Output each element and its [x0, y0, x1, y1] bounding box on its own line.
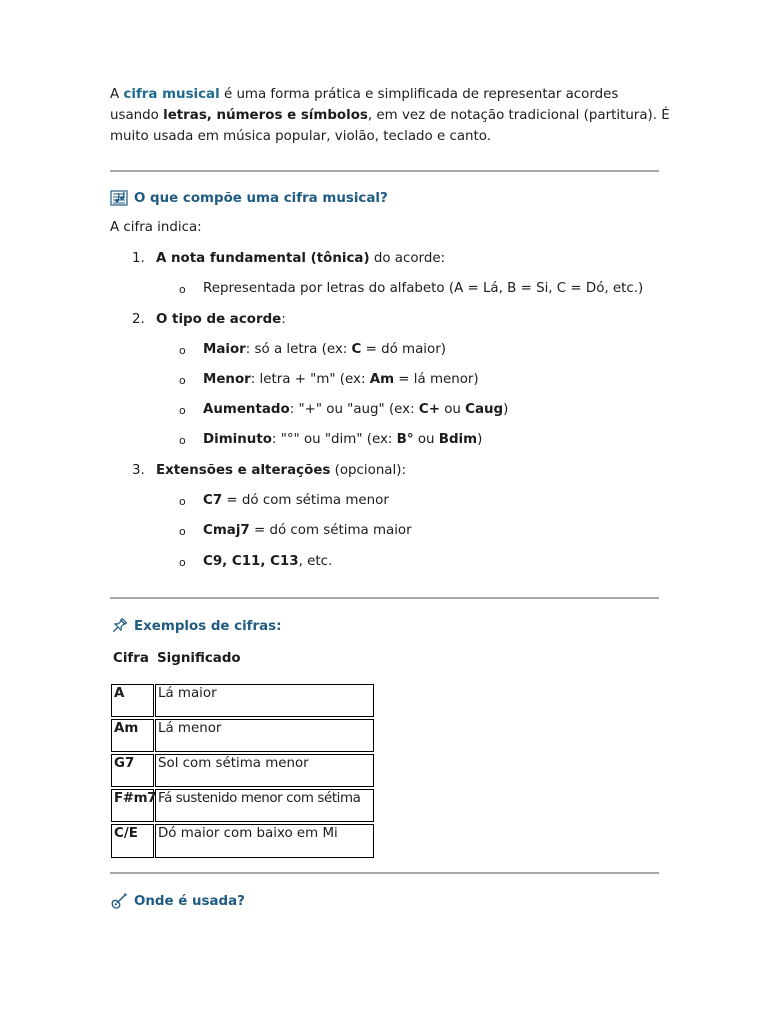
sub-bold: Caug — [465, 402, 504, 417]
sub-text: = dó com sétima menor — [222, 493, 389, 508]
sub-bold: C — [351, 342, 362, 357]
table-cell-significado: Lá maior — [155, 684, 374, 717]
sub-list-item — [179, 432, 482, 447]
intro-text: é uma forma prática e simplificada de representar acordes usando — [110, 87, 619, 123]
list-item — [132, 251, 445, 266]
sheet-music-icon — [110, 189, 128, 207]
item-text: (opcional): — [330, 463, 406, 478]
sub-bold: Menor — [203, 372, 251, 387]
sub-bold: C+ — [418, 402, 440, 417]
section-heading — [110, 189, 388, 207]
section-heading — [110, 617, 281, 635]
sub-text: : "°" ou "dim" (ex: — [271, 432, 397, 447]
intro-term: cifra musical — [123, 87, 220, 102]
bullet-icon: o — [179, 404, 186, 417]
item-number: 1. — [132, 251, 145, 266]
sub-text: : "+" ou "aug" (ex: — [289, 402, 419, 417]
table-cell-cifra: F#m7 — [111, 789, 154, 822]
sub-list-item — [179, 523, 412, 538]
sub-list-item — [179, 493, 389, 508]
bullet-icon: o — [179, 434, 186, 447]
table-cell-cifra: G7 — [111, 754, 154, 787]
sub-text: = dó maior) — [361, 342, 446, 357]
item-text: do acorde: — [369, 251, 446, 266]
sub-bold: Diminuto — [203, 432, 272, 447]
sub-bold: Aumentado — [203, 402, 290, 417]
sub-bold: Am — [369, 372, 395, 387]
bullet-icon: o — [179, 344, 186, 357]
sub-text: = dó com sétima maior — [249, 523, 412, 538]
bullet-icon: o — [179, 525, 186, 538]
item-number: 3. — [132, 463, 145, 478]
table-cell-cifra: C/E — [111, 824, 154, 858]
list-item — [132, 463, 406, 478]
intro-text: , em vez de notação tradicional (partitura). É muito usada em música popular, violão, teclado e canto. — [110, 108, 670, 144]
pushpin-icon — [110, 617, 128, 635]
sub-list-item — [179, 281, 643, 296]
bullet-icon: o — [179, 495, 186, 508]
sub-bold: C7 — [203, 493, 223, 508]
section-title: Onde é usada? — [134, 893, 245, 909]
sub-text: ) — [477, 432, 483, 447]
item-bold: A nota fundamental (tônica) — [156, 251, 370, 266]
bullet-icon: o — [179, 556, 186, 569]
table-cell-significado: Lá menor — [155, 719, 374, 752]
sub-text: = lá menor) — [394, 372, 479, 387]
lead-text: A cifra indica: — [110, 220, 202, 235]
sub-bold: B° — [396, 432, 414, 447]
divider — [110, 872, 659, 874]
sub-text: , etc. — [298, 554, 333, 569]
sub-text: ou — [413, 432, 439, 447]
item-bold: O tipo de acorde — [156, 312, 282, 327]
sub-text: ou — [439, 402, 466, 417]
table-header-cifra: Cifra — [113, 651, 149, 666]
sub-list-item — [179, 554, 332, 569]
intro-text: A — [110, 87, 124, 102]
table-cell-cifra: Am — [111, 719, 154, 752]
divider — [110, 170, 659, 172]
table-cell-significado: Sol com sétima menor — [155, 754, 374, 787]
sub-list-item — [179, 372, 479, 387]
sub-bold: C9, C11, C13 — [203, 554, 299, 569]
intro-bold: letras, números e símbolos — [163, 108, 368, 123]
section-title: O que compõe uma cifra musical? — [134, 190, 388, 206]
divider — [110, 597, 659, 599]
sub-list-item — [179, 342, 446, 357]
item-text: : — [281, 312, 286, 327]
sub-text: ) — [503, 402, 509, 417]
item-number: 2. — [132, 312, 145, 327]
list-item — [132, 312, 286, 327]
section-heading — [110, 892, 245, 910]
sub-text: : letra + "m" (ex: — [250, 372, 370, 387]
sub-bold: Maior — [203, 342, 246, 357]
sub-text: : só a letra (ex: — [245, 342, 352, 357]
table-cell-cifra: A — [111, 684, 154, 717]
sub-bold: Bdim — [438, 432, 478, 447]
guitar-icon — [110, 892, 128, 910]
sub-bold: Cmaj7 — [203, 523, 250, 538]
table-header-significado: Significado — [157, 651, 241, 666]
table-cell-significado: Fá sustenido menor com sétima — [155, 789, 374, 822]
bullet-icon: o — [179, 283, 186, 296]
sub-text: Representada por letras do alfabeto (A = Lá, B = Si, C = Dó, etc.) — [203, 281, 644, 296]
item-bold: Extensões e alterações — [156, 463, 331, 478]
table-cell-significado: Dó maior com baixo em Mi — [155, 824, 374, 858]
section-title: Exemplos de cifras: — [134, 618, 282, 634]
sub-list-item — [179, 402, 508, 417]
intro-paragraph — [110, 84, 670, 147]
bullet-icon: o — [179, 374, 186, 387]
